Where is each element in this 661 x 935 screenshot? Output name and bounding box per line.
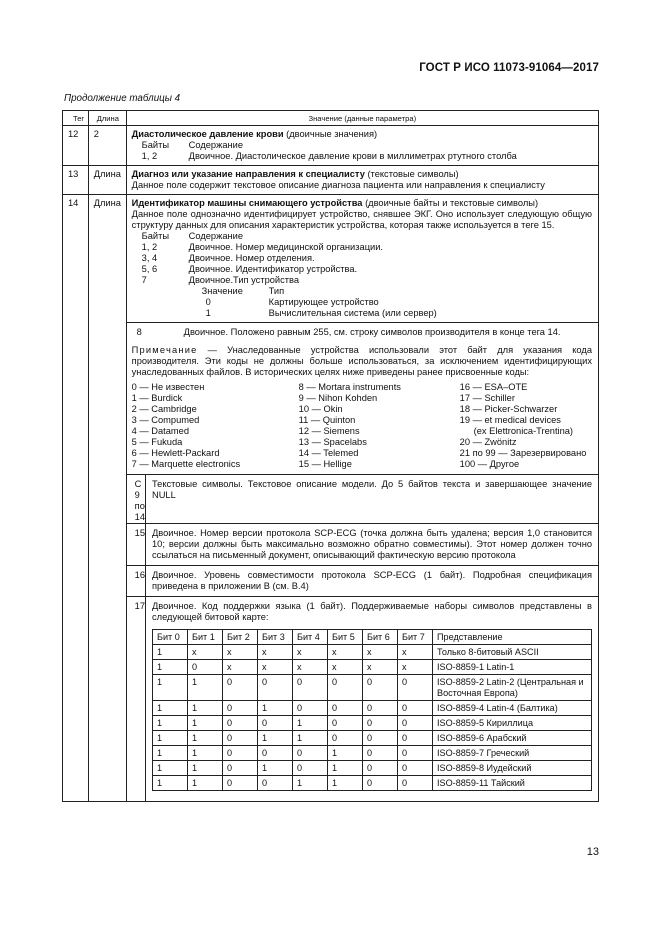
manufacturer-code: 11 — Quinton: [298, 415, 356, 425]
bitmap-header-cell: Бит 4: [293, 630, 328, 645]
bitmap-representation-cell: ISO-8859-8 Иудейский: [433, 761, 592, 776]
bitmap-representation-cell: ISO-8859-2 Latin-2 (Центральная и Восточная Европа): [433, 675, 592, 701]
bitmap-bit-cell: 0: [398, 776, 433, 791]
bitmap-bit-cell: x: [223, 660, 258, 675]
bitmap-representation-cell: Только 8-битовый ASCII: [433, 645, 592, 660]
byte-key: 5, 6: [141, 264, 158, 274]
bitmap-row: [153, 716, 592, 731]
bitmap-bit-cell: 0: [293, 701, 328, 716]
manufacturer-code: 16 — ESA–OTE: [459, 382, 528, 392]
byte-key: 1, 2: [141, 151, 158, 161]
bitmap-bit-cell: x: [258, 645, 293, 660]
bitmap-bit-cell: 0: [398, 675, 433, 701]
subtable-row-byte-15: [127, 524, 598, 566]
manufacturer-code: 3 — Compumed: [131, 415, 200, 425]
bitmap-representation-cell: ISO-8859-11 Тайский: [433, 776, 592, 791]
note-text: — Унаследованные устройства использовали этот байт для указания кода производителя. Эти коды не должны больше использоваться, за исключением идентифицирующих унаследованных файлов. В исторических целях ниже приведены ранее присвоенные коды:: [131, 345, 592, 377]
manufacturer-code: 6 — Hewlett-Packard: [131, 448, 220, 458]
type-key: 1: [205, 308, 211, 318]
field-title-suffix: (двоичные байты и текстовые символы): [362, 198, 539, 208]
bitmap-bit-cell: 0: [363, 776, 398, 791]
byte-key: 16: [127, 566, 146, 597]
bitmap-header-cell: Бит 2: [223, 630, 258, 645]
manufacturer-code: (ex Elettronica-Trentina): [473, 426, 574, 436]
bitmap-row: [153, 746, 592, 761]
bitmap-bit-cell: 0: [293, 675, 328, 701]
bitmap-bit-cell: x: [258, 660, 293, 675]
bitmap-bit-cell: 0: [223, 701, 258, 716]
header-length: Длина: [88, 111, 126, 126]
byte-value: Двоичное. Номер медицинской организации.: [188, 242, 383, 252]
bitmap-bit-cell: x: [363, 645, 398, 660]
bitmap-header-cell: Бит 6: [363, 630, 398, 645]
bitmap-bit-cell: 1: [328, 746, 363, 761]
note-label: Примечание: [131, 345, 198, 355]
bitmap-bit-cell: x: [293, 645, 328, 660]
bitmap-bit-cell: x: [293, 660, 328, 675]
tag-cell: 12: [63, 126, 89, 166]
manufacturer-code: 20 — Zwönitz: [459, 437, 517, 447]
bitmap-header-cell: Представление: [433, 630, 592, 645]
byte-key: С 9 по 14: [127, 475, 146, 524]
bitmap-row: [153, 701, 592, 716]
bitmap-header-cell: Бит 3: [258, 630, 293, 645]
manufacturer-column-2: [299, 382, 460, 470]
value-cell: [126, 166, 598, 195]
bitmap-bit-cell: 0: [363, 761, 398, 776]
bitmap-bit-cell: 1: [153, 645, 188, 660]
bitmap-bit-cell: 0: [328, 731, 363, 746]
byte-value: Двоичное. Диастолическое давление крови в миллиметрах ртутного столба: [188, 151, 517, 161]
byte-key: 8: [136, 327, 142, 337]
bitmap-bit-cell: 1: [328, 776, 363, 791]
bitmap-row: [153, 675, 592, 701]
bitmap-row: [153, 761, 592, 776]
bitmap-representation-cell: ISO-8859-4 Latin-4 (Балтика): [433, 701, 592, 716]
bitmap-bit-cell: 1: [188, 776, 223, 791]
bitmap-bit-cell: 0: [258, 776, 293, 791]
manufacturer-code: 1 — Burdick: [131, 393, 183, 403]
bitmap-bit-cell: x: [223, 645, 258, 660]
manufacturer-code: 10 — Okin: [298, 404, 343, 414]
length-cell: Длина: [88, 166, 126, 195]
manufacturer-code: 13 — Spacelabs: [298, 437, 367, 447]
bitmap-header-cell: Бит 5: [328, 630, 363, 645]
bitmap-bit-cell: 0: [328, 716, 363, 731]
manufacturer-code: 19 — et medical devices: [459, 415, 561, 425]
bitmap-bit-cell: 1: [293, 716, 328, 731]
bitmap-representation-cell: ISO-8859-7 Греческий: [433, 746, 592, 761]
bitmap-header-cell: Бит 1: [188, 630, 223, 645]
bitmap-bit-cell: 0: [398, 746, 433, 761]
type-value-heading: Значение: [201, 286, 243, 296]
field-title: Идентификатор машины снимающего устройства: [131, 198, 363, 208]
bitmap-bit-cell: 0: [293, 746, 328, 761]
page-number: 13: [586, 846, 599, 858]
byte-value: Текстовые символы. Текстовое описание модели. До 5 байтов текста и завершающее значение NULL: [146, 475, 599, 524]
manufacturer-code: 2 — Cambridge: [131, 404, 197, 414]
field-title-suffix: (двоичные значения): [283, 129, 378, 139]
bitmap-bit-cell: x: [398, 645, 433, 660]
manufacturer-code: 9 — Nihon Kohden: [298, 393, 378, 403]
byte-key: 17: [127, 597, 146, 802]
subtable-row-byte-17: [127, 597, 598, 802]
type-value: Картирующее устройство: [268, 297, 379, 307]
bitmap-bit-cell: 0: [223, 761, 258, 776]
header-tag: Тег: [63, 111, 89, 126]
bitmap-bit-cell: 1: [153, 675, 188, 701]
bitmap-bit-cell: 0: [398, 716, 433, 731]
value-cell: [126, 126, 598, 166]
value-cell: [126, 195, 598, 802]
bitmap-bit-cell: 0: [328, 675, 363, 701]
byte-subtable: [127, 322, 598, 801]
type-key: 0: [205, 297, 211, 307]
manufacturer-code: 15 — Hellige: [298, 459, 352, 469]
bitmap-bit-cell: 0: [223, 716, 258, 731]
byte-key: 3, 4: [141, 253, 158, 263]
bitmap-bit-cell: 0: [363, 675, 398, 701]
length-cell: 2: [88, 126, 126, 166]
bitmap-bit-cell: 0: [223, 746, 258, 761]
manufacturer-code: 4 — Datamed: [131, 426, 190, 436]
manufacturer-code: 12 — Siemens: [298, 426, 360, 436]
byte-key: 15: [127, 524, 146, 566]
content-heading: Содержание: [188, 231, 243, 241]
byte-value: Двоичное. Номер версии протокола SCP-ECG (точка должна быть удалена; версия 1,0 становится 10; версии должны быть максимально возможно обратно совместимы). Этот номер должен точно ссылаться на письменный документ, описывающий фактическую версию протокола: [146, 524, 599, 566]
bitmap-bit-cell: 0: [258, 675, 293, 701]
bitmap-bit-cell: 0: [398, 731, 433, 746]
manufacturer-column-1: [132, 382, 299, 470]
manufacturer-codes: [127, 382, 598, 474]
bitmap-header-row: [153, 630, 592, 645]
bitmap-bit-cell: 1: [153, 761, 188, 776]
manufacturer-code: 0 — Не известен: [131, 382, 205, 392]
bitmap-bit-cell: 1: [188, 675, 223, 701]
bitmap-bit-cell: 0: [363, 731, 398, 746]
bitmap-bit-cell: 1: [258, 731, 293, 746]
manufacturer-code: 21 по 99 — Зарезервировано: [459, 448, 587, 458]
bitmap-bit-cell: 0: [293, 761, 328, 776]
bitmap-row: [153, 776, 592, 791]
field-description: Данное поле однозначно идентифицирует устройство, снявшее ЭКГ. Оно использует следующую общую структуру данных для описания характеристик устройства, которая также используется в теге 15.: [131, 209, 592, 230]
length-cell: Длина: [88, 195, 126, 802]
bitmap-bit-cell: x: [398, 660, 433, 675]
tag-cell: 13: [63, 166, 89, 195]
bitmap-row: [153, 731, 592, 746]
bytes-heading: Байты: [141, 140, 170, 150]
bitmap-bit-cell: 0: [398, 701, 433, 716]
bitmap-bit-cell: 1: [188, 746, 223, 761]
subtable-row-byte-8: [127, 323, 598, 475]
tag-cell: 14: [63, 195, 89, 802]
byte-value: Двоичное. Положено равным 255, см. строку символов производителя в конце тега 14.: [183, 327, 561, 337]
bytes-heading: Байты: [141, 231, 170, 241]
byte-value: Двоичное. Номер отделения.: [188, 253, 315, 263]
bitmap-bit-cell: 1: [258, 761, 293, 776]
bitmap-row: [153, 660, 592, 675]
type-type-heading: Тип: [268, 286, 285, 296]
bitmap-bit-cell: x: [363, 660, 398, 675]
table-row-tag-14: [63, 195, 599, 802]
table-continuation-caption: Продолжение таблицы 4: [64, 93, 181, 104]
bitmap-bit-cell: 1: [293, 776, 328, 791]
byte-key: 7: [141, 275, 147, 285]
manufacturer-code: 100 — Другое: [459, 459, 520, 469]
bitmap-representation-cell: ISO-8859-5 Кириллица: [433, 716, 592, 731]
manufacturer-column-3: [460, 382, 587, 470]
subtable-row-bytes-9-14: [127, 475, 598, 524]
bitmap-bit-cell: 1: [328, 761, 363, 776]
manufacturer-code: 8 — Mortara instruments: [298, 382, 401, 392]
field-title: Диастолическое давление крови: [131, 129, 284, 139]
bitmap-bit-cell: 0: [188, 660, 223, 675]
manufacturer-code: 18 — Picker-Schwarzer: [459, 404, 558, 414]
bitmap-bit-cell: 1: [153, 701, 188, 716]
bitmap-bit-cell: 0: [363, 746, 398, 761]
bitmap-bit-cell: 0: [223, 731, 258, 746]
bitmap-bit-cell: 1: [153, 716, 188, 731]
bitmap-bit-cell: 1: [153, 660, 188, 675]
bitmap-representation-cell: ISO-8859-6 Арабский: [433, 731, 592, 746]
field-title-suffix: (текстовые символы): [364, 169, 459, 179]
bitmap-bit-cell: 0: [398, 761, 433, 776]
bitmap-bit-cell: 0: [223, 776, 258, 791]
bitmap-bit-cell: 1: [188, 716, 223, 731]
byte-value: Двоичное. Идентификатор устройства.: [188, 264, 358, 274]
bitmap-bit-cell: 1: [258, 701, 293, 716]
bitmap-bit-cell: 0: [223, 675, 258, 701]
byte-value: Двоичное.Тип устройства: [188, 275, 300, 285]
manufacturer-code: 14 — Telemed: [298, 448, 359, 458]
bitmap-bit-cell: 0: [328, 701, 363, 716]
type-value: Вычислительная система (или сервер): [268, 308, 437, 318]
parameter-table: [62, 110, 599, 802]
bitmap-bit-cell: 1: [188, 761, 223, 776]
byte-value: Двоичное. Код поддержки языка (1 байт). Поддерживаемые наборы символов представлены в следующей битовой карте:: [152, 601, 592, 622]
field-title: Диагноз или указание направления к специалисту: [131, 169, 365, 179]
table-row-tag-13: [63, 166, 599, 195]
bitmap-bit-cell: 1: [153, 746, 188, 761]
bitmap-bit-cell: 1: [188, 731, 223, 746]
bitmap-row: [153, 645, 592, 660]
bitmap-header-cell: Бит 7: [398, 630, 433, 645]
bitmap-header-cell: Бит 0: [153, 630, 188, 645]
table-row-tag-12: [63, 126, 599, 166]
content-heading: Содержание: [188, 140, 243, 150]
bitmap-bit-cell: 0: [258, 746, 293, 761]
bitmap-bit-cell: 0: [258, 716, 293, 731]
bitmap-bit-cell: 1: [188, 701, 223, 716]
bitmap-representation-cell: ISO-8859-1 Latin-1: [433, 660, 592, 675]
document-standard-id: ГОСТ Р ИСО 11073-91064—2017: [419, 62, 599, 74]
manufacturer-code: 5 — Fukuda: [131, 437, 183, 447]
bitmap-bit-cell: 1: [293, 731, 328, 746]
table-header-row: [63, 111, 599, 126]
bitmap-bit-cell: 1: [153, 731, 188, 746]
manufacturer-code: 17 — Schiller: [459, 393, 515, 403]
field-description: Данное поле содержит текстовое описание диагноза пациента или направления к специалисту: [131, 180, 545, 190]
byte-value: Двоичное. Уровень совместимости протокола SCP-ECG (1 байт). Подробная спецификация приведена в приложении В (см. В.4): [146, 566, 599, 597]
manufacturer-code: 7 — Marquette electronics: [131, 459, 241, 469]
bitmap-bit-cell: 0: [363, 716, 398, 731]
bitmap-bit-cell: x: [328, 645, 363, 660]
bitmap-bit-cell: x: [188, 645, 223, 660]
bitmap-bit-cell: 0: [363, 701, 398, 716]
charset-bitmap-table: [152, 629, 592, 791]
subtable-row-byte-16: [127, 566, 598, 597]
bitmap-bit-cell: 1: [153, 776, 188, 791]
bitmap-bit-cell: x: [328, 660, 363, 675]
byte-key: 1, 2: [141, 242, 158, 252]
header-value: Значение (данные параметра): [126, 111, 598, 126]
